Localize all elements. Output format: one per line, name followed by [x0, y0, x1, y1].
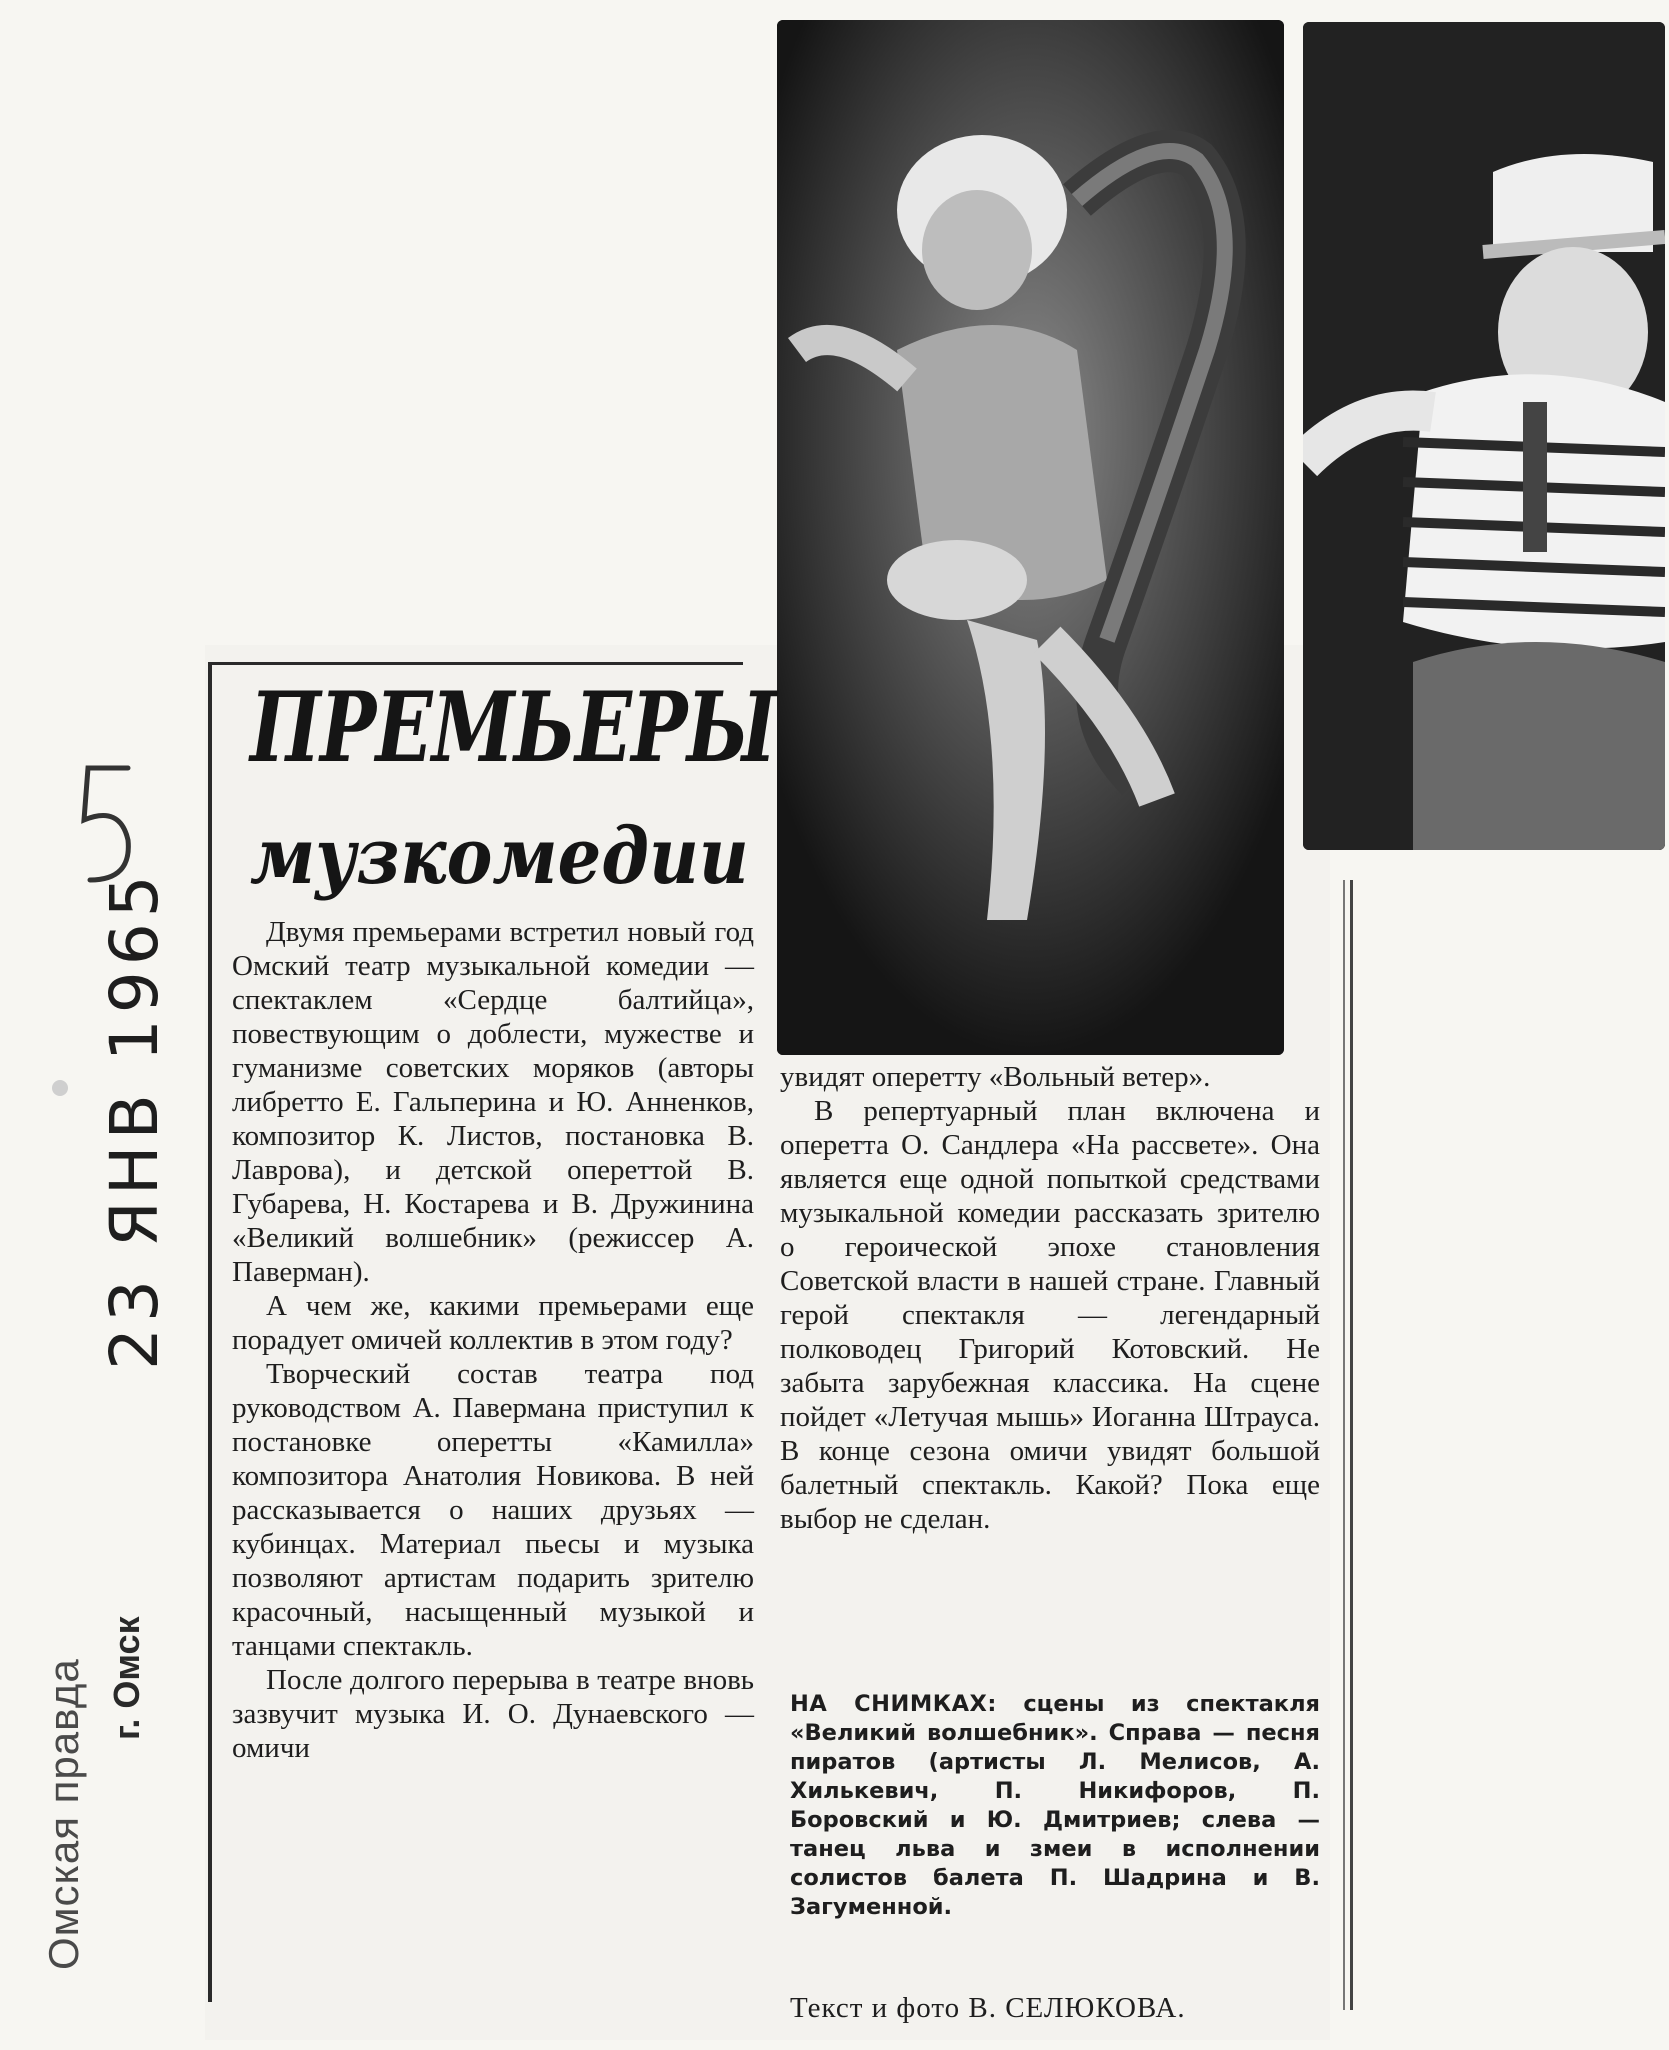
photo-caption: [790, 1690, 1320, 1922]
stamp-city: г. Омск: [106, 1616, 147, 1740]
author-credit: Текст и фото В. СЕЛЮКОВА.: [790, 1992, 1186, 2024]
caption-text: сцены из спектакля «Великий волшебник». Справа — песня пиратов (артисты Л. Мелисов, А. Хилькевич, П. Никифоров, П. Боровский и Ю. Дмитриев; слева — танец льва и змеи в исполнении солистов балета П. Шадрина и В. Загуменной.: [790, 1691, 1320, 1920]
article-paragraph: В репертуарный план включена и оперетта О. Сандлера «На рассвете». Она является еще одной попыткой средствами музыкальной комедии рассказать зрителю о героической эпохе становления Советской власти в нашей стране. Главный герой спектакля — легендарный полководец Григорий Котовский. Не забыта зарубежная классика. На сцене пойдет «Летучая мышь» Иоганна Штрауса. В конце сезона омичи увидят большой балетный спектакль. Какой? Пока еще выбор не сделан.: [780, 1095, 1320, 1535]
clipping-border-right: [1350, 880, 1353, 2010]
photo-lion-and-snake-dance: [777, 20, 1284, 1055]
headline-subtitle: музкомедии: [250, 811, 749, 902]
caption-lead: НА СНИМКАХ:: [790, 1691, 997, 1717]
stamp-date: 23 ЯНВ 1965: [96, 869, 173, 1370]
article-column-1: [232, 915, 754, 1765]
paper-smudge: [52, 1080, 68, 1096]
headline-title: ПРЕМЬЕРЫ: [250, 671, 776, 784]
handwritten-number-mark: [70, 760, 140, 890]
stamp-newspaper: Омская правда: [40, 1658, 87, 1970]
clipping-border-left: [208, 662, 212, 2002]
article-column-2: [780, 1060, 1320, 1536]
clipping-border-right-inner: [1343, 880, 1345, 2010]
article-paragraph: Двумя премьерами встретил новый год Омский театр музыкальной комедии — спектаклем «Сердце балтийца», повествующим о доблести, мужестве и гуманизме советских моряков (авторы либретто Е. Гальперина и Ю. Анненков, композитор К. Листов, постановка В. Лаврова), и детской опереттой В. Губарева, Н. Костарева и В. Дружинина «Великий волшебник» (режиссер А. Паверман).: [232, 916, 754, 1288]
article-paragraph: А чем же, какими премьерами еще порадует омичей коллектив в этом году?: [232, 1290, 754, 1356]
photo-pirates-song: [1303, 22, 1665, 850]
article-paragraph: После долгого перерыва в театре вновь зазвучит музыка И. О. Дунаевского — омичи: [232, 1664, 754, 1764]
article-paragraph: Творческий состав театра под руководством А. Павермана приступил к постановке оперетты «Камилла» композитора Анатолия Новикова. В ней рассказывается о наших друзьях — кубинцах. Материал пьесы и музыка позволяют артистам подарить зрителю красочный, насыщенный музыкой и танцами спектакль.: [232, 1358, 754, 1662]
article-paragraph: увидят оперетту «Вольный ветер».: [780, 1061, 1211, 1093]
clipping-border-top: [208, 662, 743, 665]
